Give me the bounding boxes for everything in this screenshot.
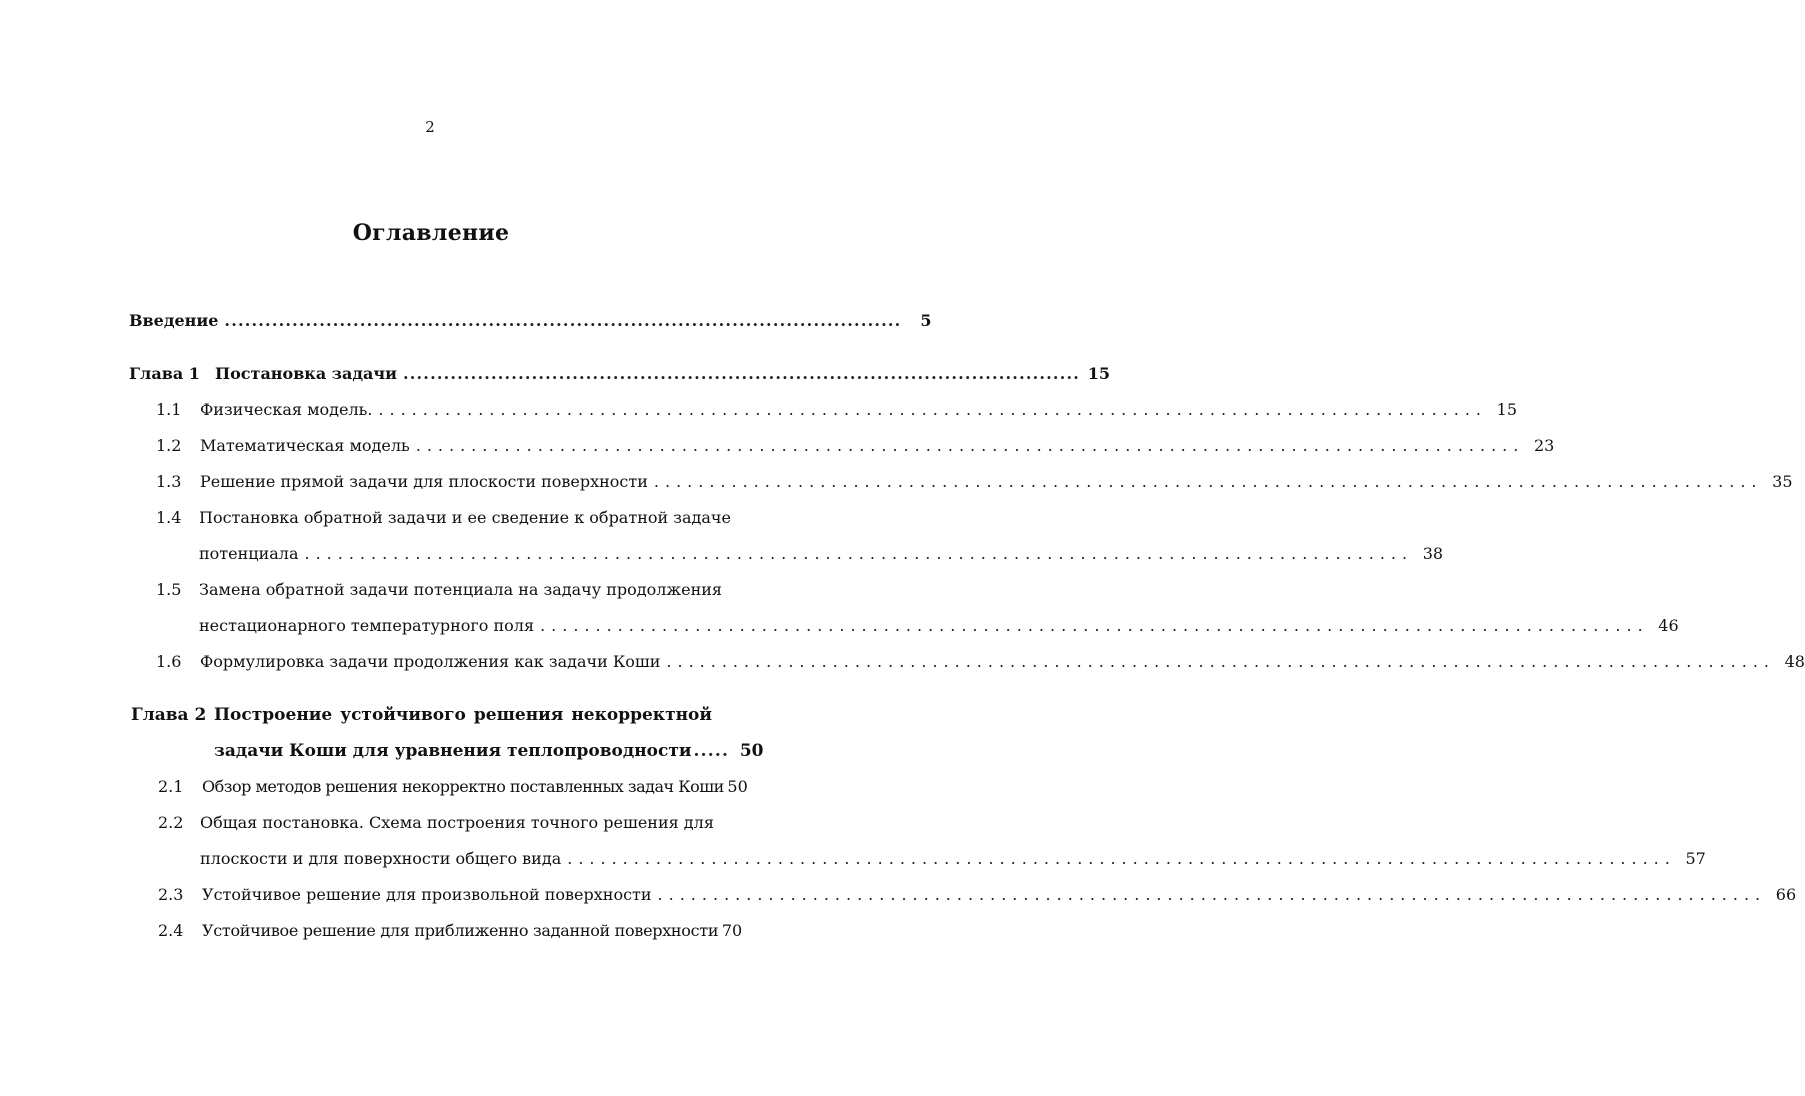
section-title: Обзор методов решения некорректно поставленных задач Коши (202, 777, 724, 796)
toc-entry-page: 50 (727, 777, 748, 796)
section-title-line-1[interactable]: Постановка обратной задачи и ее сведение к обратной задаче (199, 508, 731, 527)
toc-entry-page: 57 (1685, 849, 1706, 868)
toc-entry-page: 15 (1087, 364, 1111, 383)
toc-entry-section-1-3[interactable] (156, 472, 1793, 491)
dot-leader: .................................................................................................... (378, 400, 1488, 419)
toc-entry-intro[interactable] (129, 311, 932, 330)
toc-entry-page: 66 (1775, 885, 1797, 904)
section-number: 1.6 (156, 652, 182, 671)
dot-leader: .................................................................................................... (657, 885, 1767, 904)
toc-entry-section-1-5[interactable] (199, 616, 1679, 635)
toc-entry-page: 35 (1772, 472, 1793, 491)
toc-entry-page: 38 (1422, 544, 1444, 563)
toc-entry-section-2-2[interactable] (200, 849, 1706, 868)
chapter-title-word: решения (473, 705, 564, 725)
chapter-title-line-1[interactable] (214, 705, 712, 725)
section-number: 1.3 (156, 472, 182, 491)
chapter-number: Глава 2 (131, 705, 207, 725)
toc-entry-section-1-6[interactable] (156, 652, 1805, 671)
section-number: 1.2 (156, 436, 182, 455)
section-number: 2.1 (158, 777, 184, 796)
chapter-number: Глава 1 (129, 364, 200, 383)
section-number: 1.5 (156, 580, 182, 599)
chapter-title-word: Построение (214, 705, 333, 725)
toc-title: Оглавление (352, 220, 510, 246)
toc-entry-section-2-3[interactable] (158, 885, 1797, 904)
toc-entry-label: Введение (129, 311, 219, 330)
dot-leader: ..... (693, 741, 730, 761)
section-title: Решение прямой задачи для плоскости поверхности (200, 472, 648, 491)
toc-entry-page: 48 (1784, 652, 1805, 671)
section-number: 1.1 (156, 400, 182, 419)
toc-entry-page: 70 (721, 921, 743, 940)
section-title-line-2: нестационарного температурного поля (199, 616, 535, 635)
toc-entry-section-2-4[interactable] (158, 921, 743, 940)
section-number: 2.4 (158, 921, 184, 940)
dot-leader: .................................................................................................... (415, 436, 1525, 455)
chapter-title-word: устойчивого (340, 705, 466, 725)
toc-entry-chapter-2[interactable] (214, 741, 764, 761)
toc-entry-section-1-2[interactable] (156, 436, 1555, 455)
toc-entry-page: 23 (1533, 436, 1555, 455)
section-title: Физическая модель. (200, 400, 373, 419)
dot-leader: .................................................................................................... (304, 544, 1414, 563)
section-title-line-1[interactable]: Замена обратной задачи потенциала на задачу продолжения (199, 580, 723, 599)
section-number: 1.4 (156, 508, 182, 527)
dot-leader: .................................................................................................... (567, 849, 1676, 868)
toc-entry-page: 46 (1658, 616, 1679, 635)
section-title: Устойчивое решение для произвольной поверхности (202, 885, 652, 904)
section-title: Математическая модель (200, 436, 410, 455)
dot-leader: .................................................................................................... (653, 472, 1763, 491)
toc-entry-page: 15 (1496, 400, 1518, 419)
toc-entry-section-1-1[interactable] (156, 400, 1518, 419)
dot-leader: .................................................................................................... (666, 652, 1775, 671)
section-title: Устойчивое решение для приближенно заданной поверхности (202, 921, 719, 940)
section-title-line-2: плоскости и для поверхности общего вида (200, 849, 562, 868)
toc-entry-section-1-4[interactable] (199, 544, 1444, 563)
section-number: 2.2 (158, 813, 184, 832)
toc-entry-chapter-1[interactable] (129, 364, 1111, 383)
page-number: 2 (425, 118, 435, 136)
chapter-title-word: некорректной (571, 705, 712, 725)
toc-entry-page: 50 (739, 741, 764, 761)
chapter-title: Постановка задачи (215, 364, 397, 383)
toc-entry-page: 5 (920, 311, 932, 330)
section-title-line-1[interactable]: Общая постановка. Схема построения точного решения для (200, 813, 714, 832)
section-title-line-2: потенциала (199, 544, 299, 563)
toc-entry-section-2-1[interactable] (158, 777, 748, 796)
dot-leader: .................................................................................................... (224, 311, 902, 330)
section-number: 2.3 (158, 885, 184, 904)
dot-leader: .................................................................................................... (540, 616, 1649, 635)
chapter-title-line-2: задачи Коши для уравнения теплопроводности (214, 741, 692, 761)
section-title: Формулировка задачи продолжения как задачи Коши (200, 652, 661, 671)
dot-leader: .................................................................................................... (402, 364, 1081, 383)
